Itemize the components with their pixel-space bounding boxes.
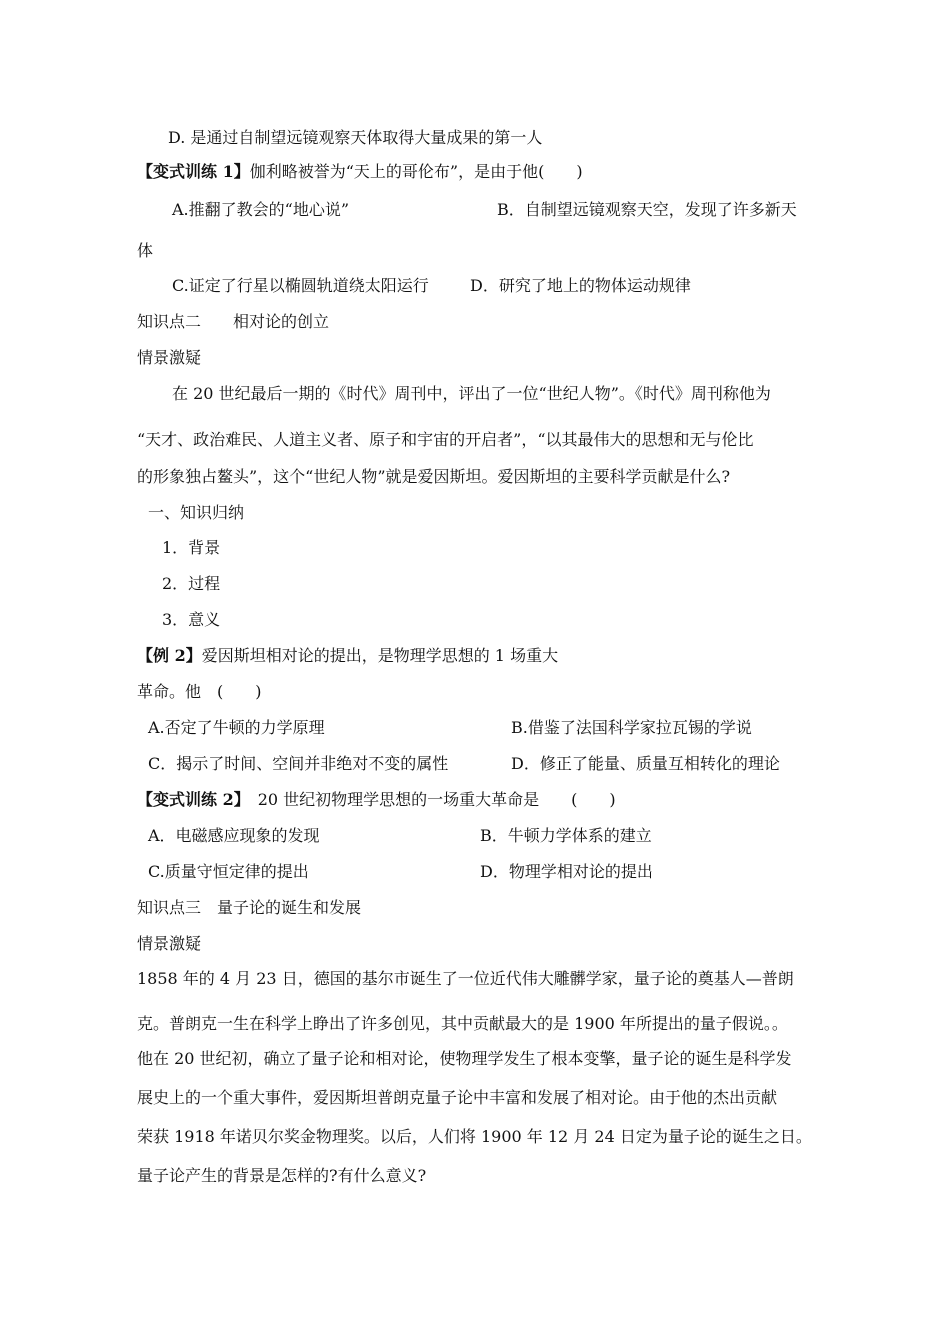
example2-stem-line1: 爱因斯坦相对论的提出，是物理学思想的 1 场重大	[201, 646, 559, 665]
variant1-option-c: C.证定了行星以椭圆轨道绕太阳运行	[172, 276, 429, 295]
example2-label: 【例 2】	[137, 646, 202, 665]
knowledge-item: 1．背景	[162, 538, 221, 557]
variant2-stem: 20 世纪初物理学思想的一场重大革命是 ( )	[241, 790, 616, 809]
section3-scenario-line: 他在 20 世纪初，确立了量子论和相对论，使物理学发生了根本变擎，量子论的诞生是科学发	[137, 1049, 792, 1068]
section3-title: 知识点三 量子论的诞生和发展	[137, 898, 362, 917]
variant2-option-c: C.质量守恒定律的提出	[148, 862, 309, 881]
section3-scenario-heading: 情景激疑	[137, 934, 202, 953]
variant1-option-b: B．自制望远镜观察天空，发现了许多新天	[497, 200, 797, 219]
knowledge-item: 3．意义	[162, 610, 221, 629]
section2-scenario-heading: 情景激疑	[137, 348, 202, 367]
variant1-question	[137, 161, 583, 183]
knowledge-item: 2．过程	[162, 574, 221, 593]
example2-option-a: A.否定了牛顿的力学原理	[148, 718, 325, 737]
variant2-option-d: D．物理学相对论的提出	[480, 862, 653, 881]
section2-title: 知识点二 相对论的创立	[137, 312, 330, 331]
variant1-option-a: A.推翻了教会的“地心说”	[172, 200, 350, 219]
example2-option-b: B.借鉴了法国科学家拉瓦锡的学说	[511, 718, 752, 737]
variant2-option-b: B．牛顿力学体系的建立	[480, 826, 652, 845]
variant2-label: 【变式训练 2】	[137, 790, 242, 809]
variant2-question	[137, 789, 616, 811]
section3-scenario-line: 展史上的一个重大事件，爱因斯坦普朗克量子论中丰富和发展了相对论。由于他的杰出贡献	[137, 1088, 778, 1107]
prev-question-option-d: D. 是通过自制望远镜观察天体取得大量成果的第一人	[168, 128, 543, 147]
section3-scenario-line: 克。普朗克一生在科学上睁出了许多创见，其中贡献最大的是 1900 年所提出的量子假说。。	[137, 1014, 788, 1033]
section2-scenario-line: 在 20 世纪最后一期的《时代》周刊中，评出了一位“世纪人物”。《时代》周刊称他为	[172, 384, 771, 403]
example2-option-c: C．揭示了时间、空间并非绝对不变的属性	[148, 754, 449, 773]
variant1-label: 【变式训练 1】	[137, 162, 250, 181]
example2-option-d: D．修正了能量、质量互相转化的理论	[511, 754, 780, 773]
example2-stem-line2: 革命。他 ( )	[137, 682, 262, 701]
variant1-option-d: D．研究了地上的物体运动规律	[470, 276, 691, 295]
section3-scenario-line: 1858 年的 4 月 23 日，德国的基尔市诞生了一位近代伟大雕髒学家，量子论的奠基人—普朗	[137, 969, 794, 988]
variant1-option-b-continued: 体	[137, 241, 154, 260]
example2-question	[137, 645, 558, 667]
section2-scenario-line: 的形象独占鳌头”，这个“世纪人物”就是爱因斯坦。爱因斯坦的主要科学贡献是什么?	[137, 467, 731, 486]
variant1-stem: 伽利略被誉为“天上的哥伦布”，是由于他( )	[249, 162, 583, 181]
section2-scenario-line: “天才、政治难民、人道主义者、原子和宇宙的开启者”，“以其最伟大的思想和无与伦比	[137, 430, 754, 449]
knowledge-summary-heading: 一、知识归纳	[148, 503, 245, 522]
section3-scenario-line: 量子论产生的背景是怎样的?有什么意义?	[137, 1166, 427, 1185]
section3-scenario-line: 荣获 1918 年诺贝尔奖金物理奖。以后，人们将 1900 年 12 月 24 日定为量子论的诞生之日。	[137, 1127, 812, 1146]
variant2-option-a: A．电磁感应现象的发现	[148, 826, 320, 845]
